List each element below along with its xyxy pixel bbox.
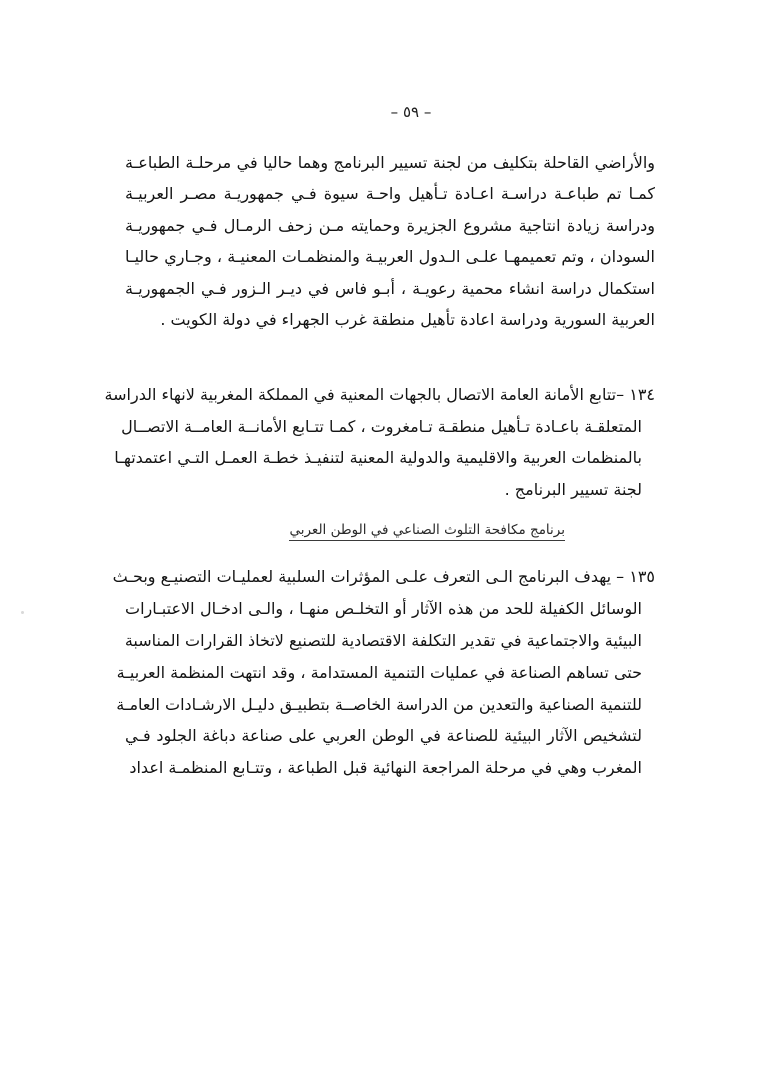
- text-line: والأراضي القاحلة بتكليف من لجنة تسيير البرنامج وهما حاليا في مرحلـة الطباعـة: [125, 153, 655, 172]
- text-line: كمـا تم طباعـة دراسـة اعـادة تـأهيل واحـة سيوة فـي جمهوريـة مصـر العربيـة: [125, 184, 655, 204]
- text-line: المتعلقـة باعـادة تـأهيل منطقـة تـامغروت ، كمـا تتـابع الأمانــة العامــة الاتصــال: [121, 416, 642, 436]
- section-heading-underlined: برنامج مكافحة التلوث الصناعي في الوطن العربي: [289, 522, 565, 541]
- numbered-item-135: [112, 561, 655, 784]
- scan-speck: [21, 611, 24, 614]
- text-line: ودراسة زيادة انتاجية مشروع الجزيرة وحمايته مـن زحف الرمـال فـي جمهوريـة: [125, 215, 655, 235]
- text-line: بالمنظمات العربية والاقليمية والدولية المعنية لتنفيـذ خطـة العمـل التـي اعتمدتهـا: [114, 448, 642, 468]
- page-number: – ٥٩ –: [390, 103, 432, 121]
- text-line: السودان ، وتم تعميمهـا علـى الـدول العربيـة والمنظمـات المعنيـة ، وجـاري حاليـا: [125, 247, 655, 267]
- text-line: لتشخيص الآثار البيئية للصناعة في الوطن العربي على صناعة دباغة الجلود فـي: [125, 726, 642, 746]
- text-line: العربية السورية ودراسة اعادة تأهيل منطقة غرب الجهراء في دولة الكويت .: [160, 309, 655, 329]
- text-line: الوسائل الكفيلة للحد من هذه الآثار أو التخلـص منهـا ، والـى ادخـال الاعتبـارات: [125, 598, 642, 618]
- paragraph-continuation: [125, 147, 655, 335]
- text-line: البيئية والاجتماعية في تقدير التكلفة الاقتصادية للتصنيع لاتخاذ القرارات المناسبة: [124, 630, 642, 650]
- text-line: استكمال دراسة انشاء محمية رعويـة ، أبـو فاس في ديـر الـزور فـي الجمهوريـة: [125, 278, 655, 298]
- text-line: لجنة تسيير البرنامج .: [504, 480, 642, 500]
- numbered-item-134: [104, 379, 655, 506]
- text-line: حتى تساهم الصناعة في عمليات التنمية المستدامة ، وقد انتهت المنظمة العربيـة: [116, 662, 642, 682]
- item-number-line: ١٣٤ –تتابع الأمانة العامة الاتصال بالجهات المعنية في المملكة المغربية لانهاء الدراسة: [104, 385, 655, 404]
- text-line: المغرب وهي في مرحلة المراجعة النهائية قبل الطباعة ، وتتـابع المنظمـة اعداد: [129, 758, 642, 778]
- item-number-line: ١٣٥ – يهدف البرنامج الـى التعرف علـى المؤثرات السلبية لعمليـات التصنيـع وبحـث: [112, 567, 655, 586]
- text-line: للتنمية الصناعية والتعدين من الدراسة الخاصــة بتطبيـق دليـل الارشـادات العامـة: [116, 694, 642, 714]
